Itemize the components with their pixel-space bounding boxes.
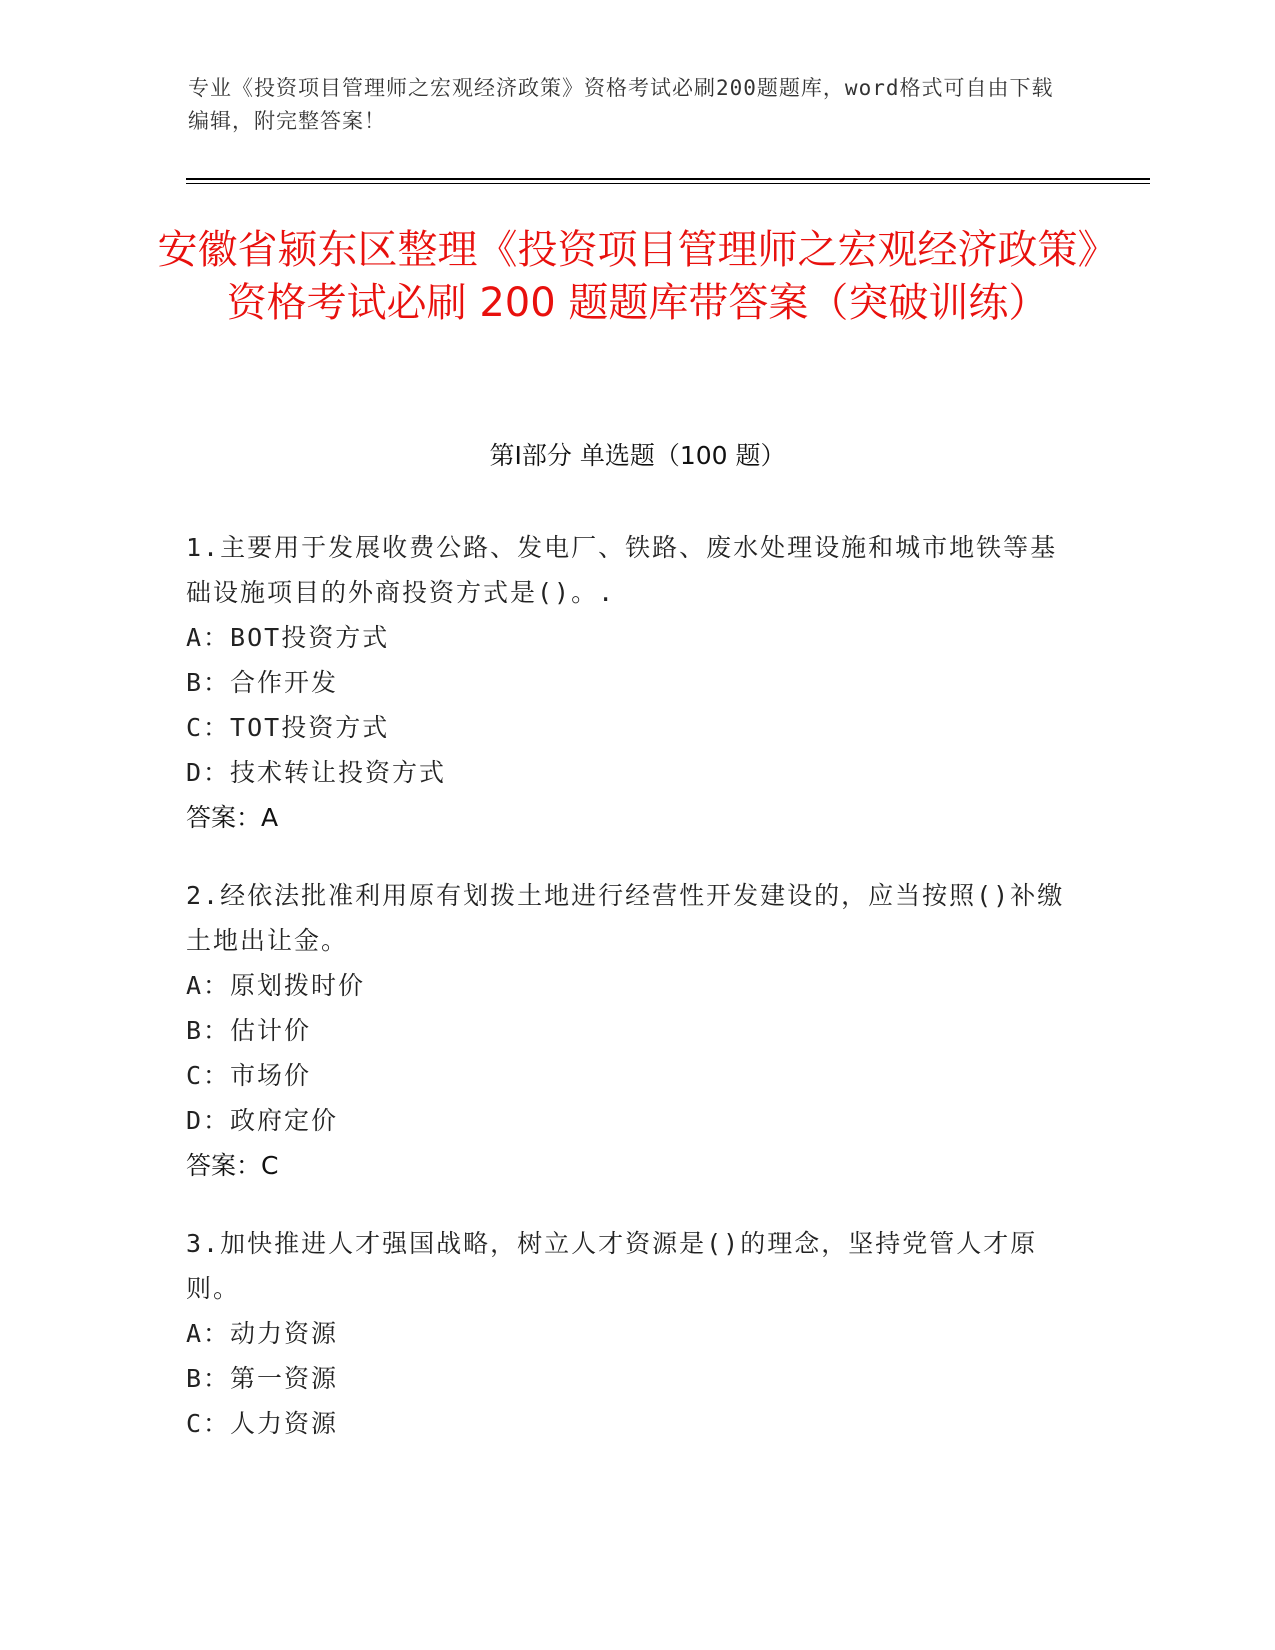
- option-c: C：市场价: [186, 1061, 312, 1090]
- option-d: D：政府定价: [186, 1106, 339, 1135]
- header-divider-thin: [186, 183, 1150, 184]
- option-b: B：估计价: [186, 1016, 312, 1045]
- option-c: C：TOT投资方式: [186, 713, 390, 742]
- section-heading: 第Ⅰ部分 单选题（100 题）: [489, 441, 786, 470]
- question-stem: 1.主要用于发展收费公路、发电厂、铁路、废水处理设施和城市地铁等基础设施项目的外商投资方式是()。.: [186, 533, 1058, 607]
- question-3: [186, 1221, 1076, 1446]
- option-a: A：原划拨时价: [186, 971, 366, 1000]
- option-a: A：动力资源: [186, 1319, 339, 1348]
- document-title: 安徽省颍东区整理《投资项目管理师之宏观经济政策》资格考试必刷 200 题题库带答案（突破训练）: [157, 227, 1118, 326]
- question-stem: 2.经依法批准利用原有划拨土地进行经营性开发建设的，应当按照()补缴土地出让金。: [186, 881, 1065, 955]
- question-stem: 3.加快推进人才强国战略，树立人才资源是()的理念，坚持党管人才原则。: [186, 1229, 1038, 1303]
- option-d: D：技术转让投资方式: [186, 758, 447, 787]
- option-c: C：人力资源: [186, 1409, 339, 1438]
- header-divider-thick: [186, 178, 1150, 180]
- answer: 答案：A: [186, 803, 279, 832]
- question-2: [186, 873, 1076, 1188]
- answer: 答案：C: [186, 1151, 279, 1180]
- option-b: B：第一资源: [186, 1364, 339, 1393]
- question-1: [186, 525, 1076, 840]
- option-a: A：BOT投资方式: [186, 623, 390, 652]
- header-note: 专业《投资项目管理师之宏观经济政策》资格考试必刷200题题库，word格式可自由下载编辑，附完整答案！: [188, 76, 1054, 133]
- option-b: B：合作开发: [186, 668, 339, 697]
- question-list: [186, 525, 1076, 1479]
